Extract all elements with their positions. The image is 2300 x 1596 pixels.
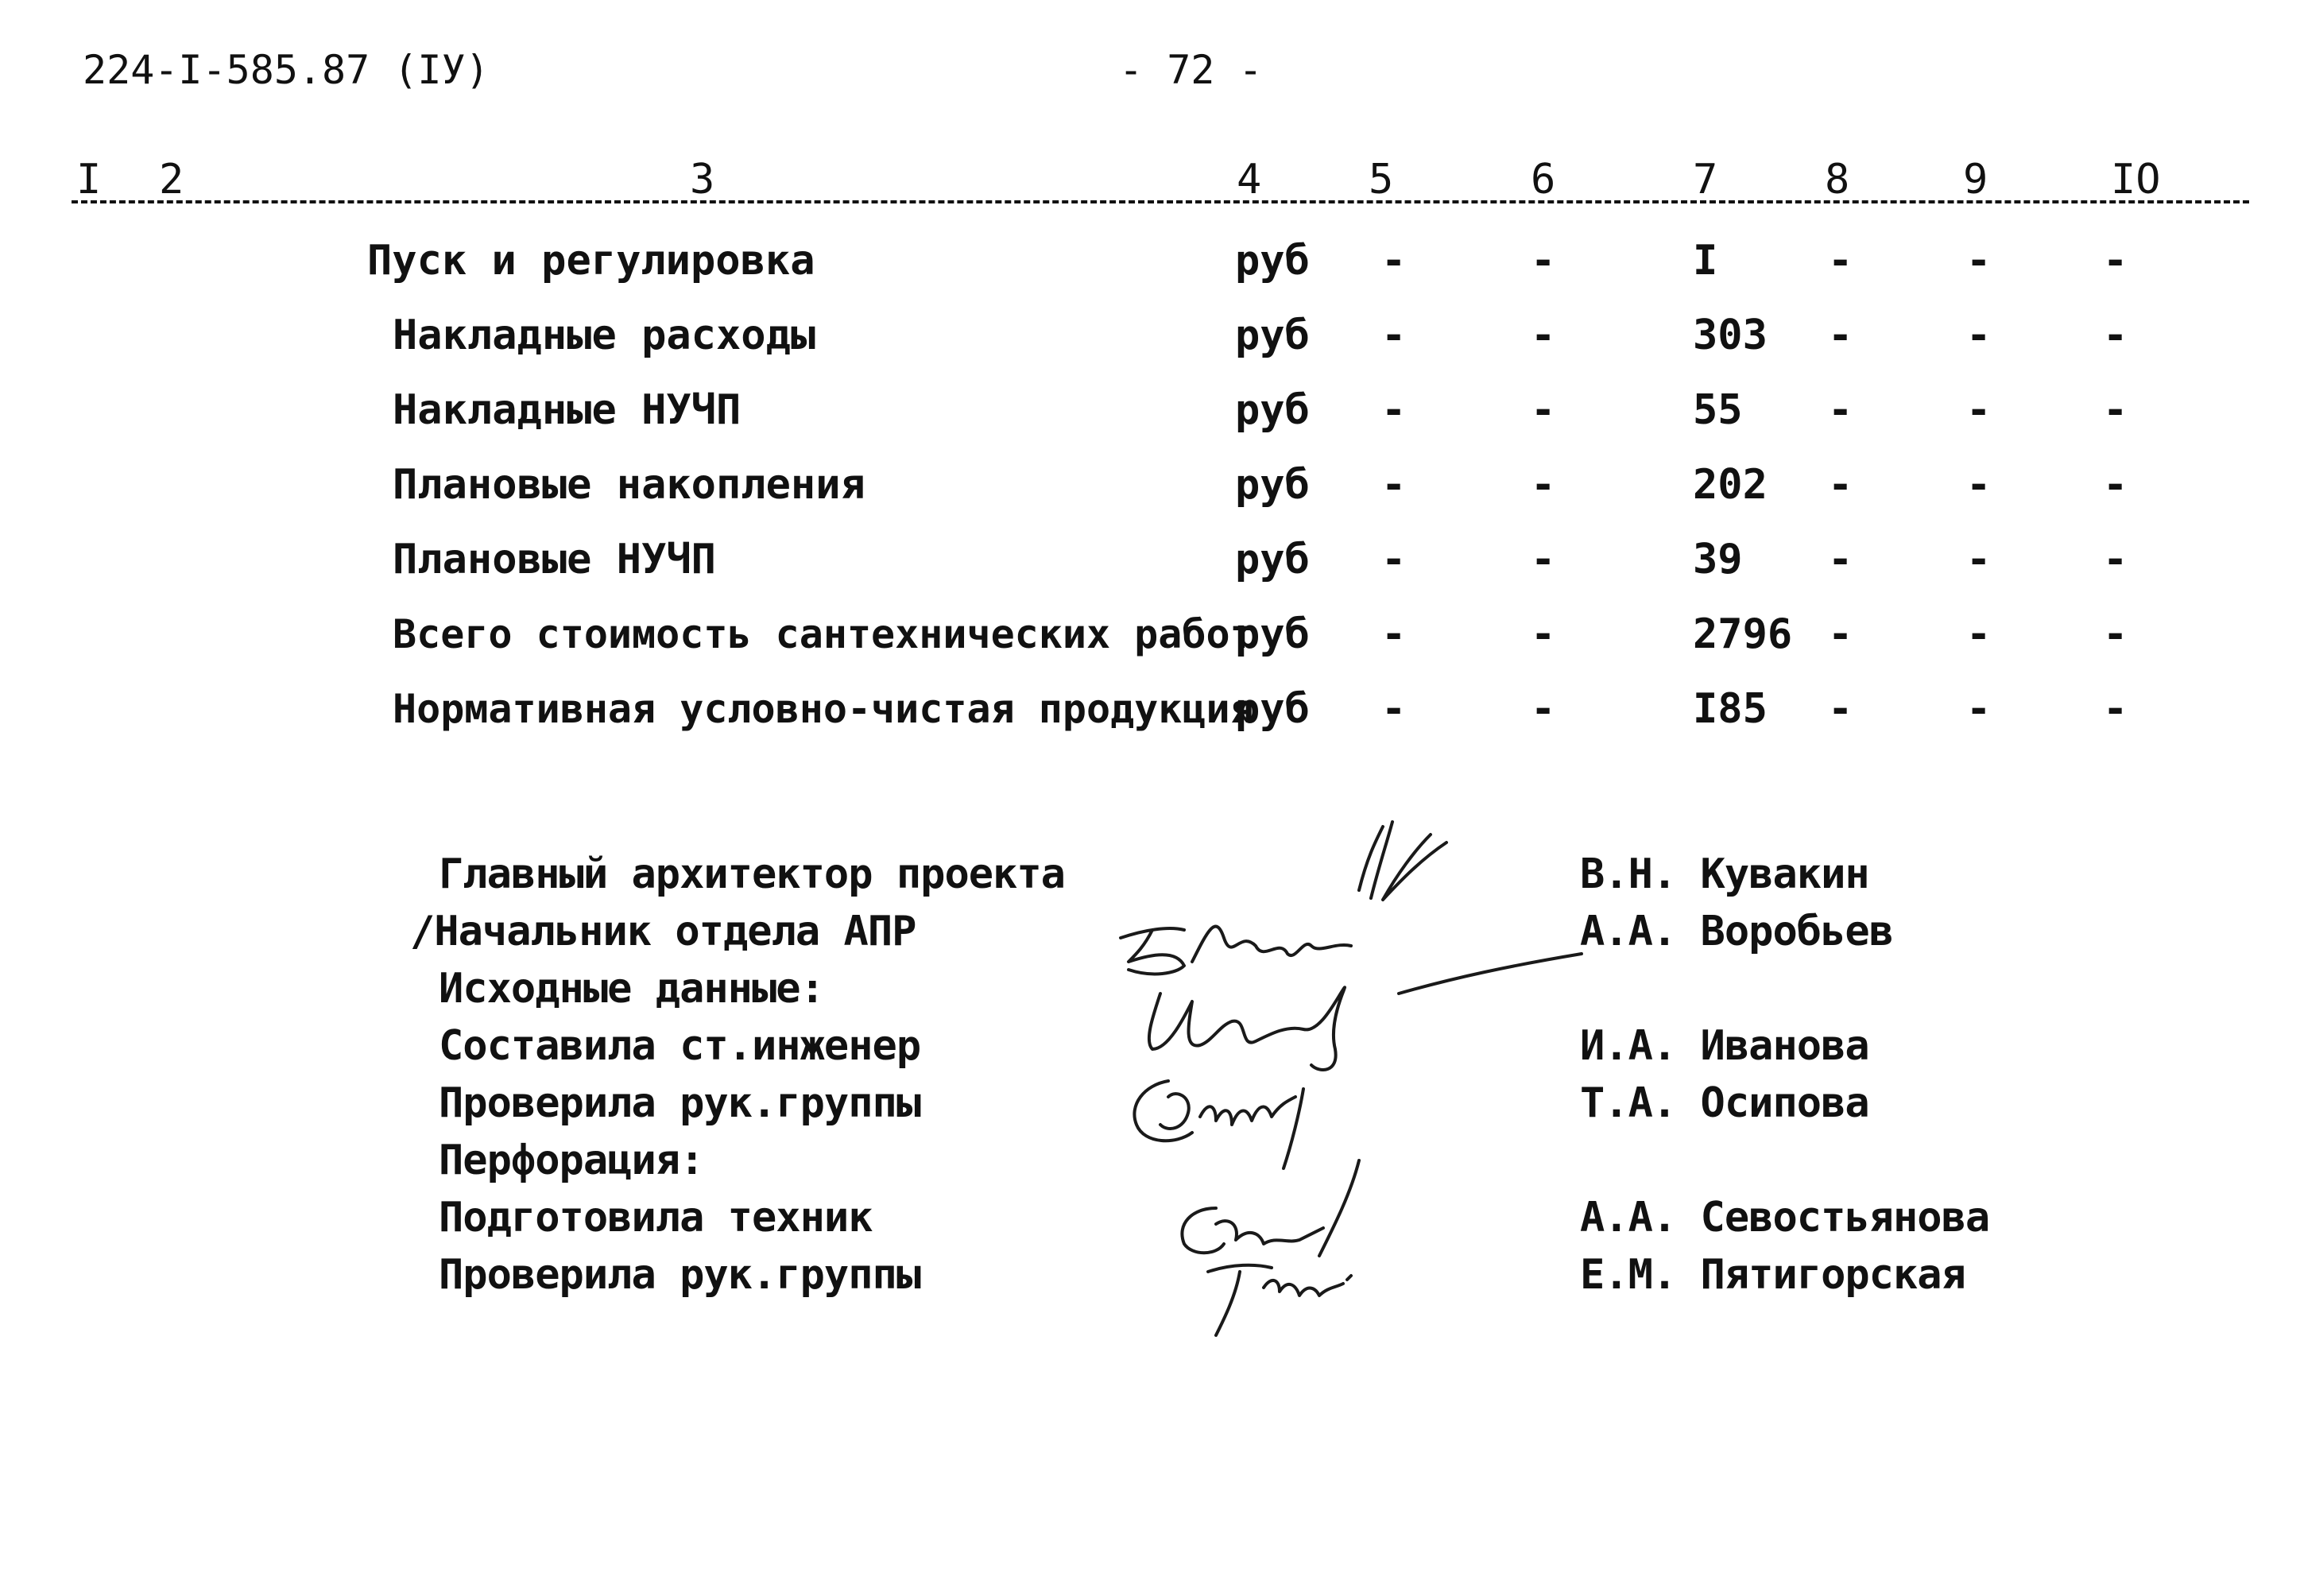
item-value: 39 [1693, 536, 1743, 583]
role-label: Главный архитектор проекта [439, 850, 1065, 898]
item-name: Накладные расходы [393, 312, 816, 359]
empty-cell-dash: - [1966, 610, 1992, 658]
document-code: 224-I-585.87 (IУ) [83, 47, 490, 93]
empty-cell-dash: - [1531, 685, 1556, 733]
handwritten-signatures [1097, 811, 1605, 1351]
item-unit: руб [1235, 237, 1310, 285]
page-number: - 72 - [1119, 47, 1263, 93]
item-value: 55 [1693, 386, 1743, 434]
item-value: 202 [1693, 461, 1768, 509]
empty-cell-dash: - [1966, 237, 1992, 285]
empty-cell-dash: - [1531, 536, 1556, 583]
signer-name: А.А. Севостьянова [1580, 1194, 1990, 1242]
empty-cell-dash: - [1828, 610, 1853, 658]
empty-cell-dash: - [1966, 386, 1992, 434]
empty-cell-dash: - [1531, 461, 1556, 509]
role-label: Подготовила техник [439, 1194, 873, 1242]
item-name: Плановые накопления [393, 461, 865, 509]
signer-name: А.А. Воробьев [1580, 908, 1893, 955]
item-name: Накладные НУЧП [393, 386, 741, 434]
empty-cell-dash: - [1381, 312, 1407, 359]
signature-sevostyanova [1182, 1160, 1359, 1256]
signer-name: Т.А. Осипова [1580, 1079, 1869, 1127]
empty-cell-dash: - [1531, 312, 1556, 359]
column-number: 5 [1369, 156, 1394, 203]
empty-cell-dash: - [1381, 685, 1407, 733]
empty-cell-dash: - [1966, 312, 1992, 359]
column-number: 6 [1531, 156, 1556, 203]
signature-ivanova [1149, 987, 1345, 1070]
empty-cell-dash: - [1828, 237, 1853, 285]
empty-cell-dash: - [1966, 685, 1992, 733]
item-unit: руб [1235, 685, 1310, 733]
empty-cell-dash: - [1828, 386, 1853, 434]
empty-cell-dash: - [2103, 237, 2128, 285]
signer-name: В.Н. Кувакин [1580, 850, 1869, 898]
role-label: Перфорация: [439, 1137, 704, 1184]
empty-cell-dash: - [1381, 461, 1407, 509]
signature-osipova [1134, 1081, 1303, 1168]
column-number: 7 [1693, 156, 1718, 203]
empty-cell-dash: - [2103, 386, 2128, 434]
empty-cell-dash: - [1381, 237, 1407, 285]
column-number: 9 [1963, 156, 1988, 203]
column-number: 8 [1825, 156, 1850, 203]
empty-cell-dash: - [2103, 610, 2128, 658]
empty-cell-dash: - [1828, 461, 1853, 509]
empty-cell-dash: - [2103, 685, 2128, 733]
signature-pyatigorskaya [1208, 1265, 1351, 1335]
empty-cell-dash: - [2103, 312, 2128, 359]
signature-kuvakin [1359, 822, 1446, 900]
item-unit: руб [1235, 461, 1310, 509]
empty-cell-dash: - [1828, 312, 1853, 359]
role-label: /Начальник отдела АПР [410, 908, 916, 955]
item-unit: руб [1235, 610, 1310, 658]
empty-cell-dash: - [1531, 386, 1556, 434]
column-number: 2 [159, 156, 184, 203]
header-rule [72, 200, 2249, 203]
empty-cell-dash: - [1381, 610, 1407, 658]
item-name: Всего стоимость сантехнических работ [393, 611, 1254, 657]
item-unit: руб [1235, 536, 1310, 583]
signer-name: И.А. Иванова [1580, 1022, 1869, 1070]
column-number: 4 [1237, 156, 1262, 203]
empty-cell-dash: - [1828, 536, 1853, 583]
item-name: Плановые НУЧП [393, 536, 716, 583]
item-value: I [1693, 237, 1718, 285]
empty-cell-dash: - [1381, 386, 1407, 434]
empty-cell-dash: - [1381, 536, 1407, 583]
column-number: I [76, 156, 102, 203]
item-unit: руб [1235, 312, 1310, 359]
empty-cell-dash: - [1531, 237, 1556, 285]
empty-cell-dash: - [2103, 536, 2128, 583]
signature-vorobyev [1121, 927, 1351, 974]
item-value: I85 [1693, 685, 1768, 733]
item-value: 2796 [1693, 610, 1793, 658]
empty-cell-dash: - [1966, 461, 1992, 509]
column-number: 3 [690, 156, 715, 203]
item-unit: руб [1235, 386, 1310, 434]
empty-cell-dash: - [1966, 536, 1992, 583]
signer-name: Е.М. Пятигорская [1580, 1251, 1965, 1299]
role-label: Исходные данные: [439, 965, 824, 1013]
empty-cell-dash: - [2103, 461, 2128, 509]
role-label: Составила ст.инженер [439, 1022, 921, 1070]
item-name: Нормативная условно-чистая продукция [393, 686, 1254, 732]
empty-cell-dash: - [1531, 610, 1556, 658]
signature-stroke [1399, 954, 1582, 994]
column-number: IO [2111, 156, 2161, 203]
empty-cell-dash: - [1828, 685, 1853, 733]
role-label: Проверила рук.группы [439, 1079, 921, 1127]
item-name: Пуск и регулировка [367, 237, 815, 285]
role-label: Проверила рук.группы [439, 1251, 921, 1299]
item-value: 303 [1693, 312, 1768, 359]
